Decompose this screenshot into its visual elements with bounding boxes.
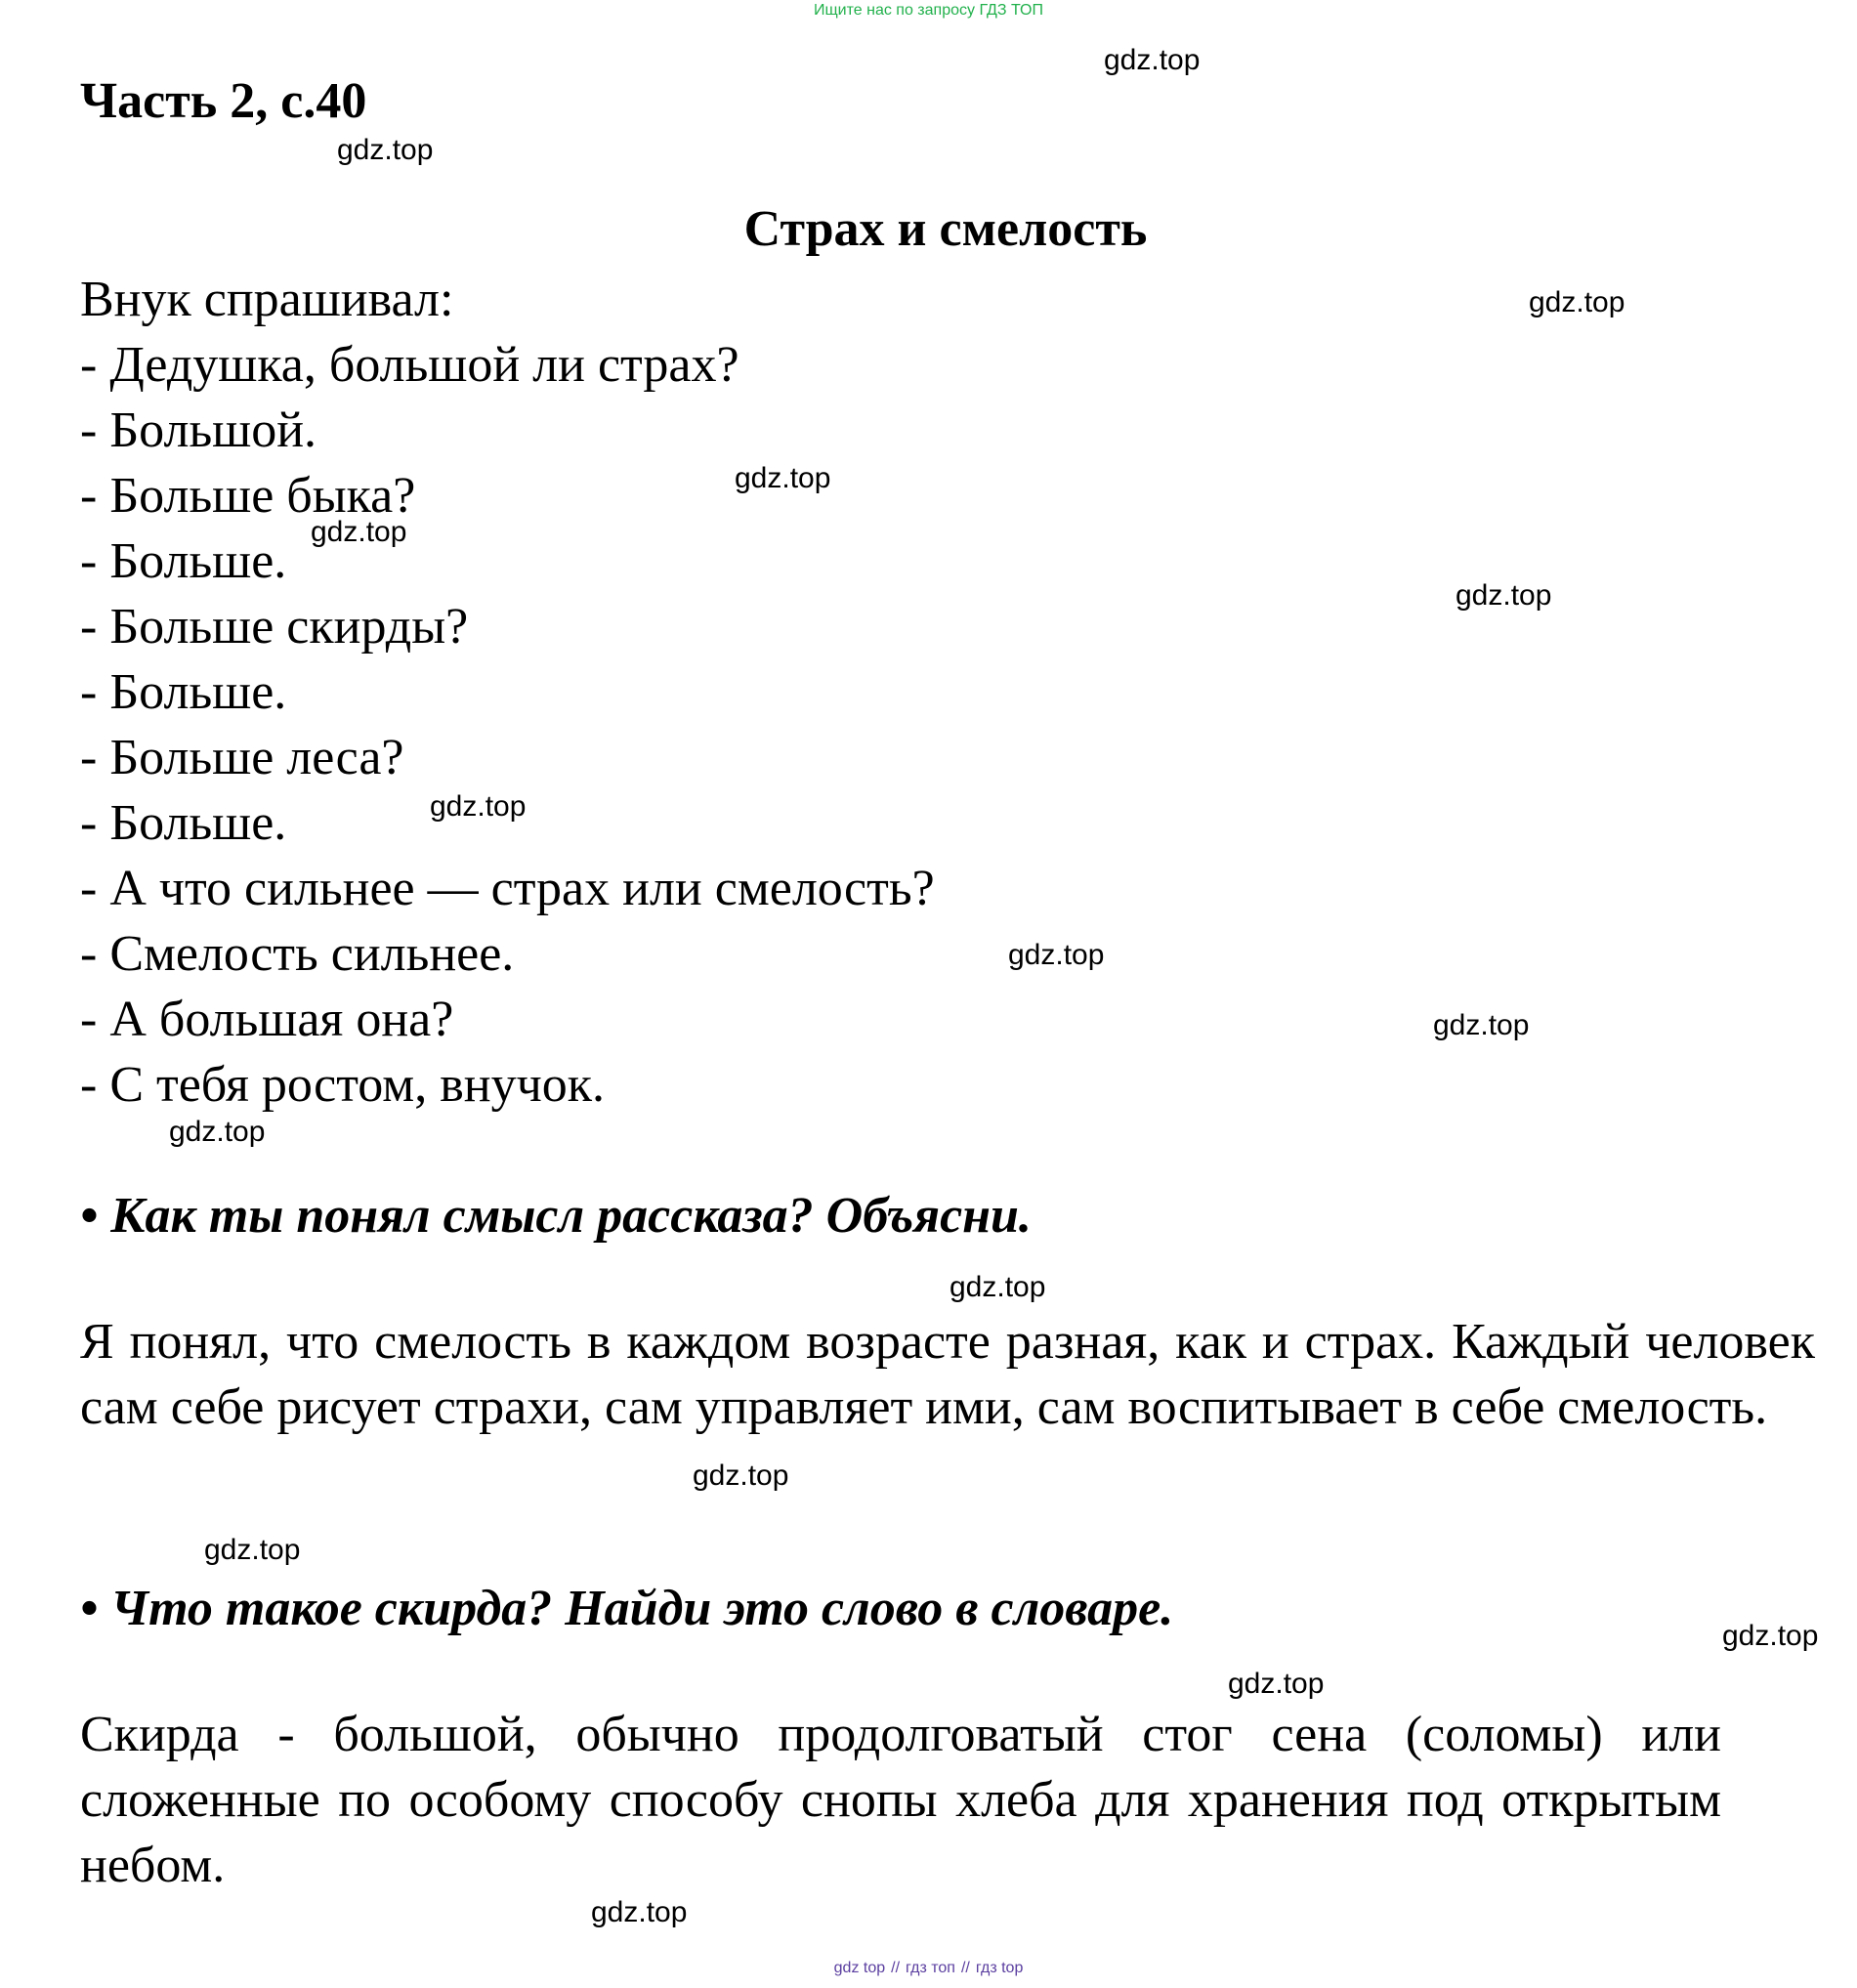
dialog-line: - Дедушка, большой ли страх? (80, 337, 739, 393)
dialog-line: - Больше. (80, 664, 287, 720)
watermark: gdz.top (337, 134, 434, 166)
footer-links (0, 1960, 1857, 1977)
dialog-line: - Смелость сильнее. (80, 926, 515, 982)
dialog-line: - Больше скирды? (80, 599, 469, 655)
watermark: gdz.top (693, 1459, 789, 1492)
dialog-line: Внук спрашивал: (80, 272, 454, 327)
dialog-line: - Больше леса? (80, 730, 404, 785)
watermark: gdz.top (950, 1271, 1046, 1303)
footer-link[interactable]: гдз топ (906, 1960, 955, 1976)
answer-skirda: Скирда - большой, обычно продолговатый стог сена (соломы) или сложенные по особому способу снопы хлеба для хранения под открытым небом. (80, 1707, 1721, 1893)
dialog-line: - Большой. (80, 402, 317, 458)
part-title: Часть 2, с.40 (80, 73, 367, 129)
watermark: gdz.top (430, 790, 527, 823)
dialog-line: - Больше. (80, 533, 287, 589)
story-title: Страх и смелость (743, 201, 1148, 257)
watermark: gdz.top (1228, 1668, 1325, 1700)
watermark: gdz.top (1529, 286, 1625, 318)
watermark: gdz.top (735, 462, 831, 494)
footer-separator: // (891, 1960, 901, 1976)
dialog-line: - Больше. (80, 795, 287, 851)
question-meaning: • Как ты понял смысл рассказа? Объясни. (80, 1188, 1032, 1244)
dialog-line: - А большая она? (80, 992, 454, 1047)
footer-link[interactable]: gdz top (833, 1960, 886, 1976)
watermark: gdz.top (1456, 579, 1552, 612)
watermark: gdz.top (1008, 939, 1105, 971)
watermark: gdz.top (1433, 1009, 1530, 1041)
answer-meaning: Я понял, что смелость в каждом возрасте разная, как и страх. Каждый человек сам себе рисует страхи, сам управляет ими, сам воспитывает в себе смелость. (80, 1314, 1815, 1435)
top-banner[interactable]: Ищите нас по запросу ГДЗ ТОП (814, 2, 1043, 19)
watermark: gdz.top (311, 516, 407, 548)
dialog-line: - С тебя ростом, внучок. (80, 1057, 606, 1113)
watermark: gdz.top (591, 1896, 688, 1928)
watermark: gdz.top (169, 1116, 266, 1148)
dialog-block (80, 267, 935, 1118)
question-skirda: • Что такое скирда? Найди это слово в словаре. (80, 1581, 1174, 1636)
footer-separator: // (960, 1960, 970, 1976)
dialog-line: - А что сильнее — страх или смелость? (80, 861, 935, 916)
watermark: gdz.top (1722, 1620, 1819, 1652)
footer-link[interactable]: гдз top (975, 1960, 1024, 1976)
watermark: gdz.top (1104, 44, 1201, 76)
dialog-line: - Больше быка? (80, 468, 416, 524)
watermark: gdz.top (204, 1534, 301, 1566)
